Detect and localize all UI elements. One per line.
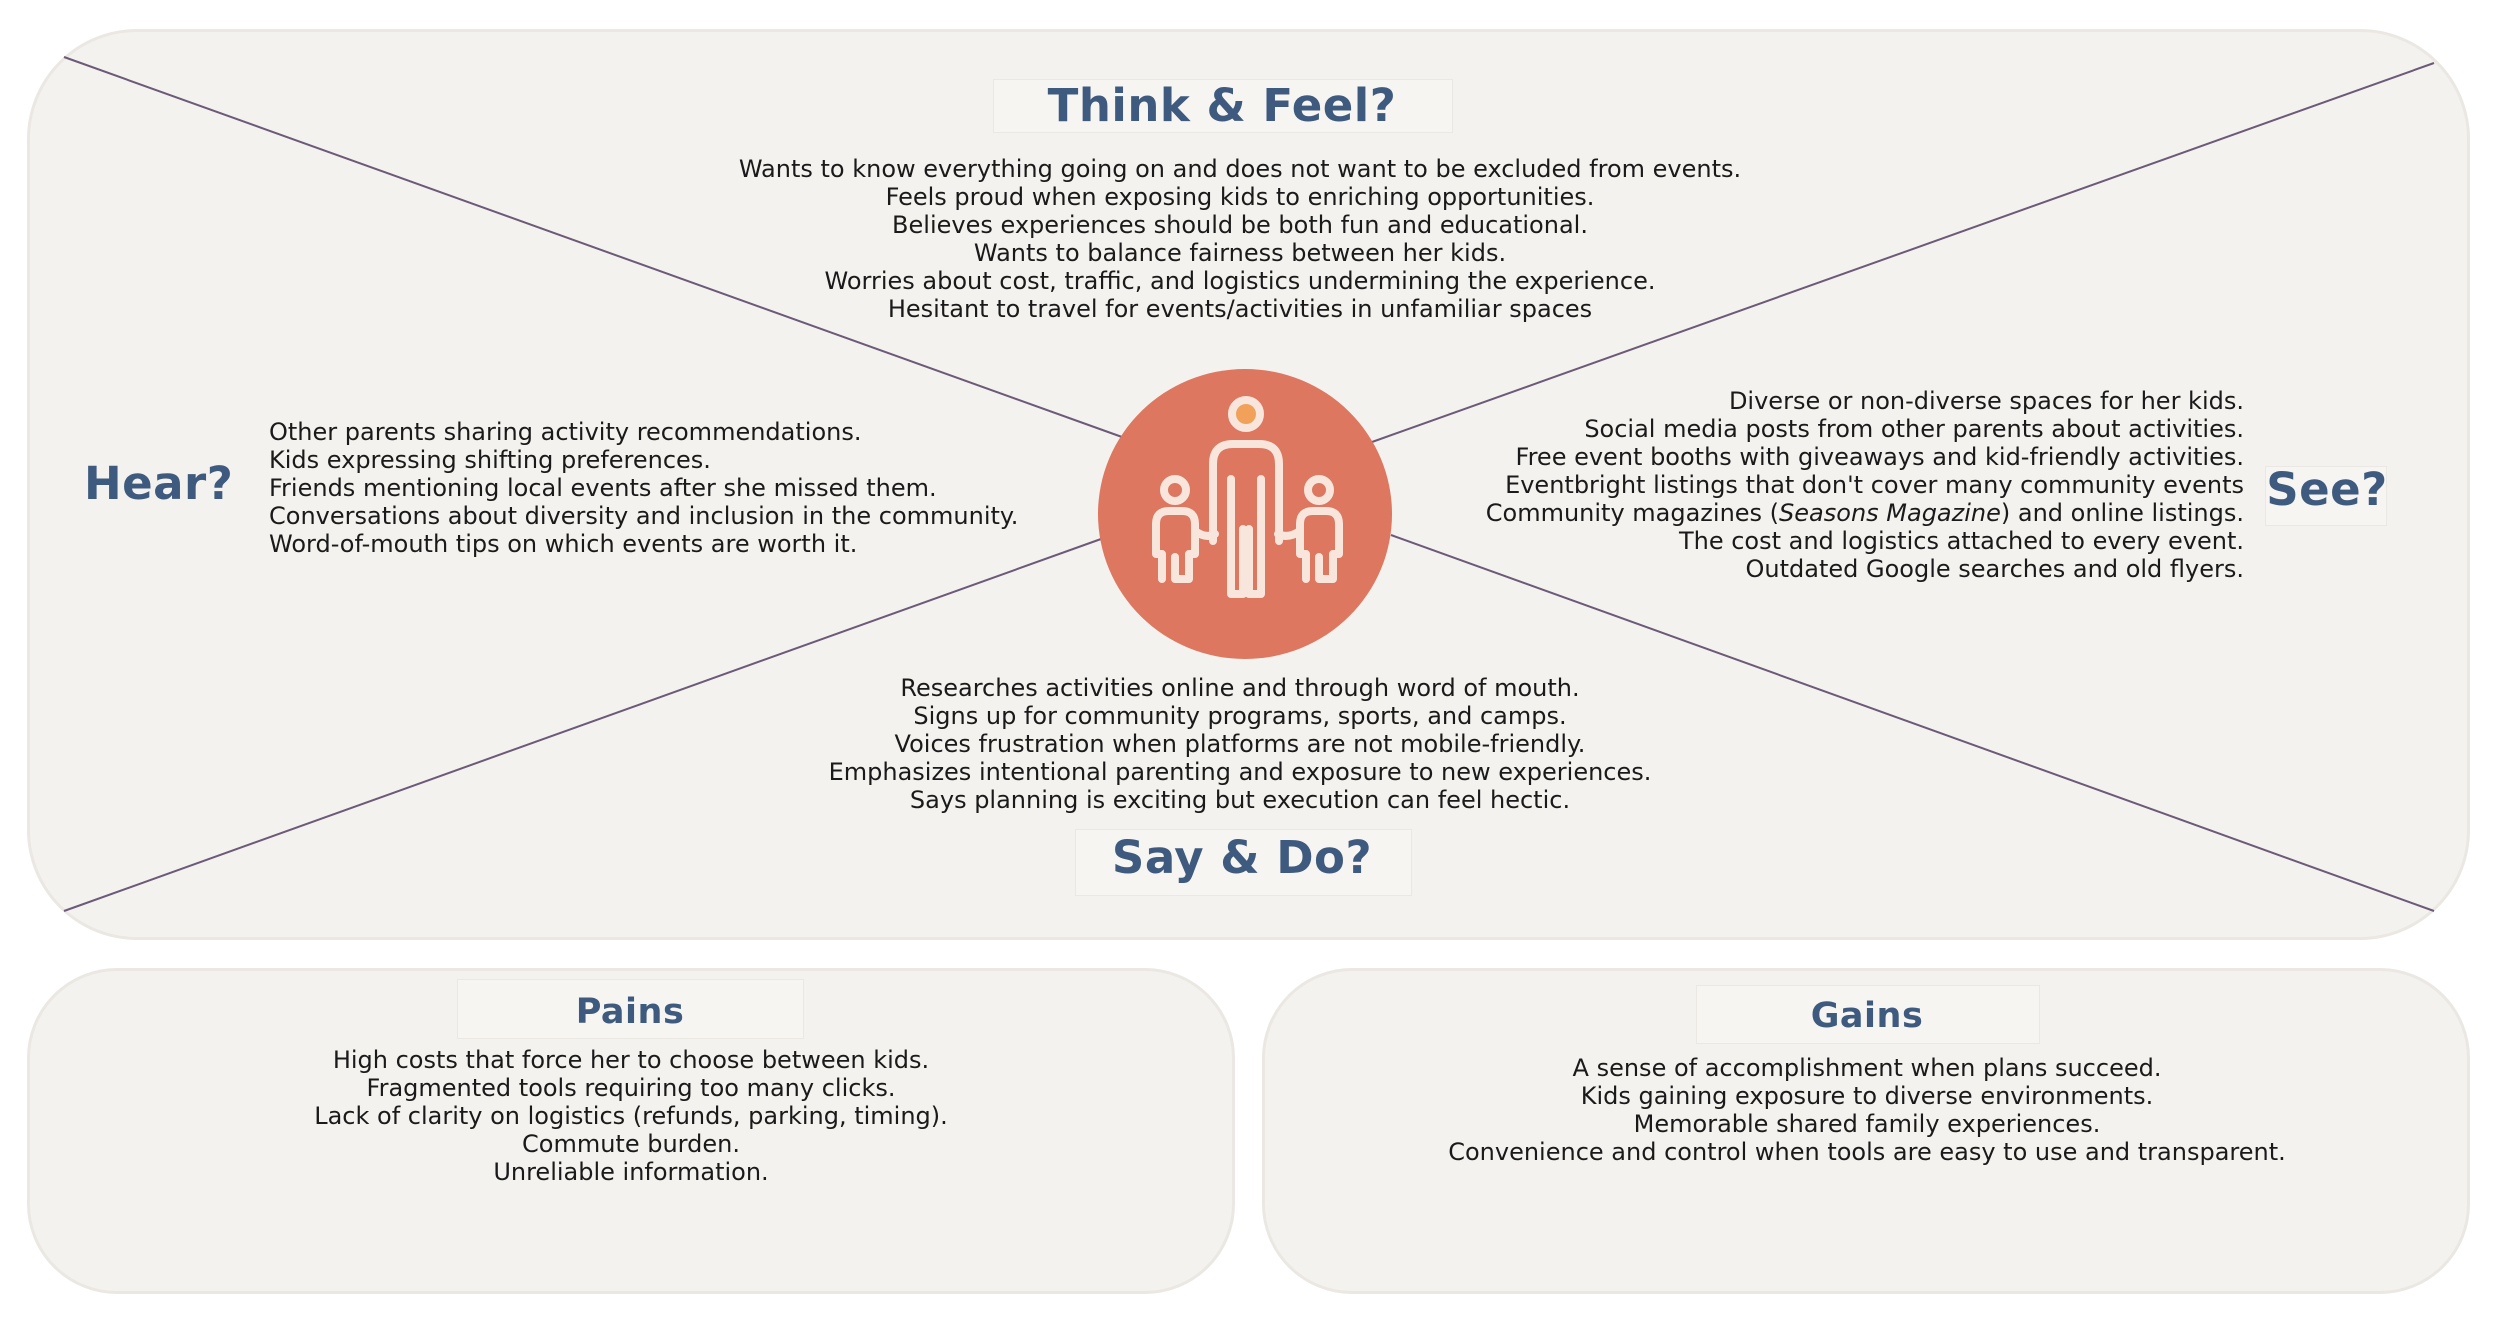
see-list: [1400, 387, 2244, 583]
pains-item: Lack of clarity on logistics (refunds, parking, timing).: [314, 1102, 948, 1130]
see-item: Outdated Google searches and old flyers.: [1745, 555, 2244, 583]
hear-item: Word-of-mouth tips on which events are worth it.: [269, 530, 858, 558]
see-item: The cost and logistics attached to every event.: [1678, 527, 2244, 555]
gains-title: Gains: [1810, 996, 1924, 1036]
family-icon: [1098, 369, 1392, 659]
think-feel-item: Feels proud when exposing kids to enriching opportunities.: [885, 183, 1595, 211]
say-do-item: Researches activities online and through word of mouth.: [900, 674, 1580, 702]
think-feel-item: Wants to balance fairness between her kids.: [973, 239, 1507, 267]
see-magazine-name: Seasons Magazine: [1779, 499, 2001, 527]
gains-list: [1367, 1054, 2367, 1166]
persona-circle: [1098, 369, 1392, 659]
see-magazine-suffix: ) and online listings.: [2000, 499, 2244, 527]
think-feel-item: Wants to know everything going on and does not want to be excluded from events.: [738, 155, 1742, 183]
say-do-list: [640, 674, 1840, 814]
think-feel-item: Worries about cost, traffic, and logistics undermining the experience.: [824, 267, 1656, 295]
gains-item: A sense of accomplishment when plans succeed.: [1572, 1054, 2162, 1082]
pains-list: [131, 1046, 1131, 1186]
say-do-item: Emphasizes intentional parenting and exposure to new experiences.: [828, 758, 1652, 786]
think-feel-item: Hesitant to travel for events/activities in unfamiliar spaces: [887, 295, 1593, 323]
hear-item: Other parents sharing activity recommendations.: [269, 418, 862, 446]
pains-item: Commute burden.: [522, 1130, 740, 1158]
pains-title: Pains: [575, 992, 685, 1032]
see-item-magazines: [1400, 499, 2244, 527]
see-title: See?: [2266, 463, 2388, 516]
hear-item: Kids expressing shifting preferences.: [269, 446, 711, 474]
see-item: Free event booths with giveaways and kid-friendly activities.: [1515, 443, 2244, 471]
say-do-title: Say & Do?: [1111, 831, 1373, 884]
gains-item: Memorable shared family experiences.: [1633, 1110, 2101, 1138]
see-item: Diverse or non-diverse spaces for her kids.: [1728, 387, 2244, 415]
gains-item: Kids gaining exposure to diverse environments.: [1580, 1082, 2154, 1110]
see-item: Eventbright listings that don't cover many community events: [1505, 471, 2244, 499]
hear-item: Friends mentioning local events after she missed them.: [269, 474, 937, 502]
say-do-item: Signs up for community programs, sports, and camps.: [913, 702, 1567, 730]
hear-list: [269, 418, 1029, 558]
pains-item: High costs that force her to choose between kids.: [332, 1046, 930, 1074]
hear-title: Hear?: [84, 457, 234, 510]
pains-item: Fragmented tools requiring too many clicks.: [366, 1074, 896, 1102]
say-do-item: Says planning is exciting but execution can feel hectic.: [909, 786, 1571, 814]
think-feel-item: Believes experiences should be both fun and educational.: [892, 211, 1588, 239]
think-feel-list: [640, 155, 1840, 323]
gains-item: Convenience and control when tools are easy to use and transparent.: [1448, 1138, 2286, 1166]
see-item: Social media posts from other parents about activities.: [1584, 415, 2244, 443]
see-magazine-prefix: Community magazines (: [1485, 499, 1780, 527]
say-do-item: Voices frustration when platforms are not mobile-friendly.: [894, 730, 1586, 758]
hear-item: Conversations about diversity and inclusion in the community.: [269, 502, 1019, 530]
pains-item: Unreliable information.: [493, 1158, 769, 1186]
think-feel-title: Think & Feel?: [1047, 79, 1397, 132]
